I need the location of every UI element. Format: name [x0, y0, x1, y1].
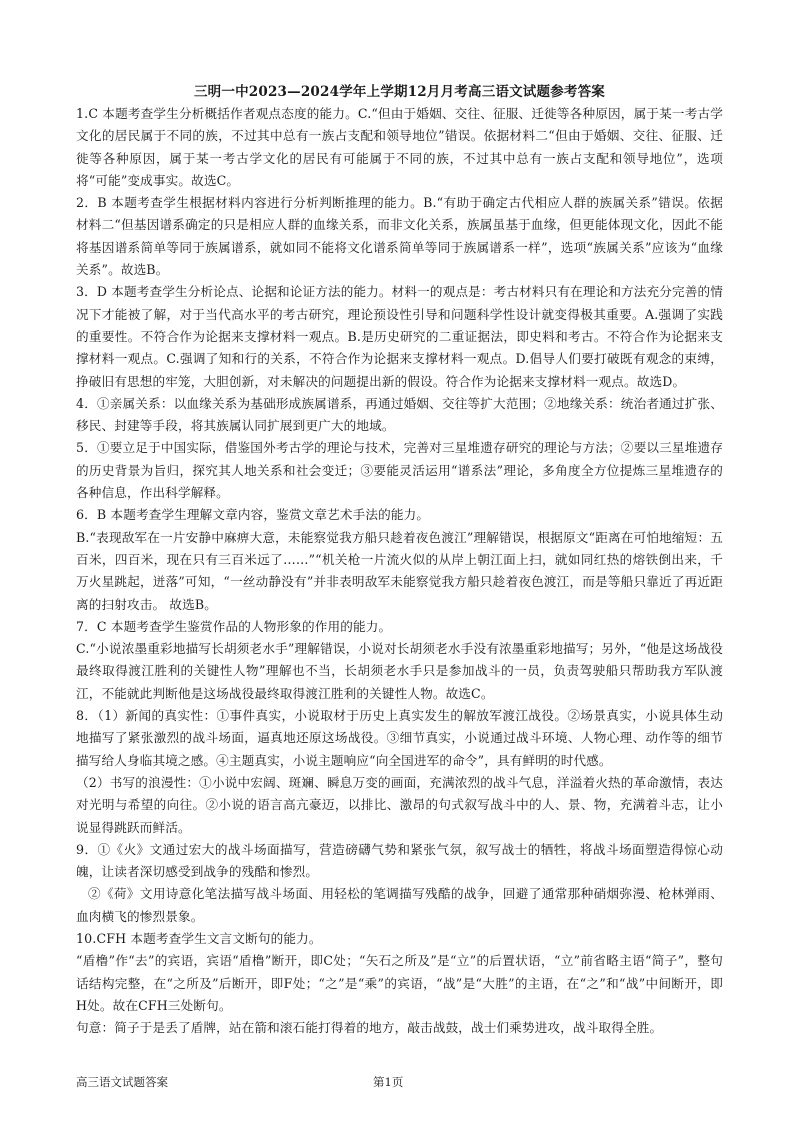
answer-paragraph: 6．B 本题考查学生理解文章内容，鉴赏文章艺术手法的能力。 [76, 507, 430, 523]
answer-paragraph: C.“小说浓墨重彩地描写长胡须老水手”理解错误，小说对长胡须老水手没有浓墨重彩地描写；另外，“他是这场战役最终取得渡江胜利的关键性人物”理解也不当，长胡须老水手只是参加战斗的一员，负责驾驶船只帮助我方军队渡江，不能就此判断他是这场战役最终取得渡江胜利的关键性人物。故选C。 [76, 641, 723, 701]
answer-paragraph: （2）书写的浪漫性：①小说中宏阔、斑斓、瞬息万变的画面，充满浓烈的战斗气息，洋溢着火热的革命激情，表达对光明与希望的向往。②小说的语言高亢豪迈，以排比、激昂的句式叙写战斗中的人、景、物，充满着斗志，让小说显得跳跃而鲜活。 [76, 774, 723, 835]
answer-paragraph: 4．①亲属关系：以血缘关系为基础形成族属谱系，再通过婚姻、交往等扩大范围；②地缘关系：统治者通过扩张、移民、封建等手段，将其族属认同扩展到更广大的地域。 [76, 395, 723, 434]
answer-paragraph: 8．（1）新闻的真实性：①事件真实，小说取材于历史上真实发生的解放军渡江战役。②场景真实，小说具体生动地描写了紧张激烈的战斗场面，逼真地还原这场战役。③细节真实，小说通过战斗环境、人物心理、动作等的细节描写给人身临其境之感。④主题真实，小说主题响应“向全国进军的命令”，具有鲜明的时代感。 [76, 708, 723, 768]
answer-paragraph: “盾橹”作“去”的宾语，宾语“盾橹”断开，即C处；“矢石之所及”是“立”的后置状语，“立”前省略主语“简子”，整句话结构完整，在“之所及”后断开，即F处；“之”是“乘”的宾语，“战”是“大胜”的主语，在“之”和“战”中间断开，即H处。故在CFH三处断句。 [76, 953, 723, 1013]
answer-paragraph: 7．C 本题考查学生鉴赏作品的人物形象的作用的能力。 [76, 618, 392, 634]
page-title: 三明一中2023—2024学年上学期12月月考高三语文试题参考答案 [193, 84, 606, 100]
answer-paragraph: 1.C 本题考查学生分析概括作者观点态度的能力。C.“但由于婚姻、交往、征服、迁徙等各种原因，属于某一考古学文化的居民属于不同的族，不过其中总有一族占支配和领导地位”错误。依据材料二“但由于婚姻、交往、征服、迁徙等各种原因，属于某一考古学文化的居民有可能属于不同的族，不过其中总有一族占支配和领导地位”，选项将“可能”变成事实。故选C。 [76, 106, 723, 188]
answer-paragraph: 9．①《火》文通过宏大的战斗场面描写，营造磅礴气势和紧张气氛，叙写战士的牺牲，将战斗场面塑造得惊心动魄，让读者深切感受到战争的残酷和惨烈。 [76, 841, 723, 880]
answer-paragraph: ②《荷》文用诗意化笔法描写战斗场面、用轻松的笔调描写残酷的战争，回避了通常那种硝烟弥漫、枪林弹雨、血肉横飞的惨烈景象。 [76, 886, 723, 924]
answer-paragraph: 句意：简子于是丢了盾牌，站在箭和滚石能打得着的地方，敲击战鼓，战士们乘势进攻，战斗取得全胜。 [76, 1020, 663, 1036]
answer-paragraph: B.“表现敌军在一片安静中麻痹大意，未能察觉我方船只趁着夜色渡江”理解错误，根据原文“距离在可怕地缩短：五百米，四百米，现在只有三百米远了……”“机关枪一片流火似的从岸上朝江面上扫，就如同红热的熔铁倒出来，千万火星跳起，迸落”可知，“一丝动静没有”并非表明敌军未能察觉我方船只趁着夜色渡江，而是等船只靠近了再近距离的扫射攻击。 故选B。 [76, 529, 723, 612]
answer-paragraph: 2．B 本题考查学生根据材料内容进行分析判断推理的能力。B.“有助于确定古代相应人群的族属关系”错误。依据材料二“但基因谱系确定的只是相应人群的血缘关系，而非文化关系，族属虽基于血缘，但更能体现文化，因此不能将基因谱系简单等同于族属谱系，就如同不能将文化谱系简单等同于族属谱系一样”，选项“族属关系”应该为“血缘关系”。故选B。 [76, 195, 723, 278]
footer-page-number: 第1页 [373, 1075, 404, 1089]
answer-body [76, 103, 723, 1039]
answer-paragraph: 10.CFH 本题考查学生文言文断句的能力。 [76, 930, 322, 946]
footer-doc-name: 高三语文试题答案 [76, 1075, 168, 1089]
answer-paragraph: 5．①要立足于中国实际，借鉴国外考古学的理论与技术，完善对三星堆遗存研究的理论与方法；②要以三星堆遗存的历史背景为旨归，探究其人地关系和社会变迁；③要能灵活运用“谱系法”理论，多角度全方位提炼三星堆遗存的各种信息，作出科学解释。 [76, 440, 723, 501]
answer-paragraph: 3．D 本题考查学生分析论点、论据和论证方法的能力。材料一的观点是：考古材料只有在理论和方法充分完善的情况下才能被了解，对于当代高水平的考古研究，理论预设性引导和问题科学性设计就变得极其重要。A.强调了实践的重要性。不符合作为论据来支撑材料一观点。B.是历史研究的二重证据法，即史料和考古。不符合作为论据来支撑材料一观点。C.强调了知和行的关系，不符合作为论据来支撑材料一观点。D.倡导人们要打破既有观念的束缚，挣破旧有思想的牢笼，大胆创新，对未解决的问题提出新的假设。符合作为论据来支撑材料一观点。故选D。 [76, 284, 724, 389]
